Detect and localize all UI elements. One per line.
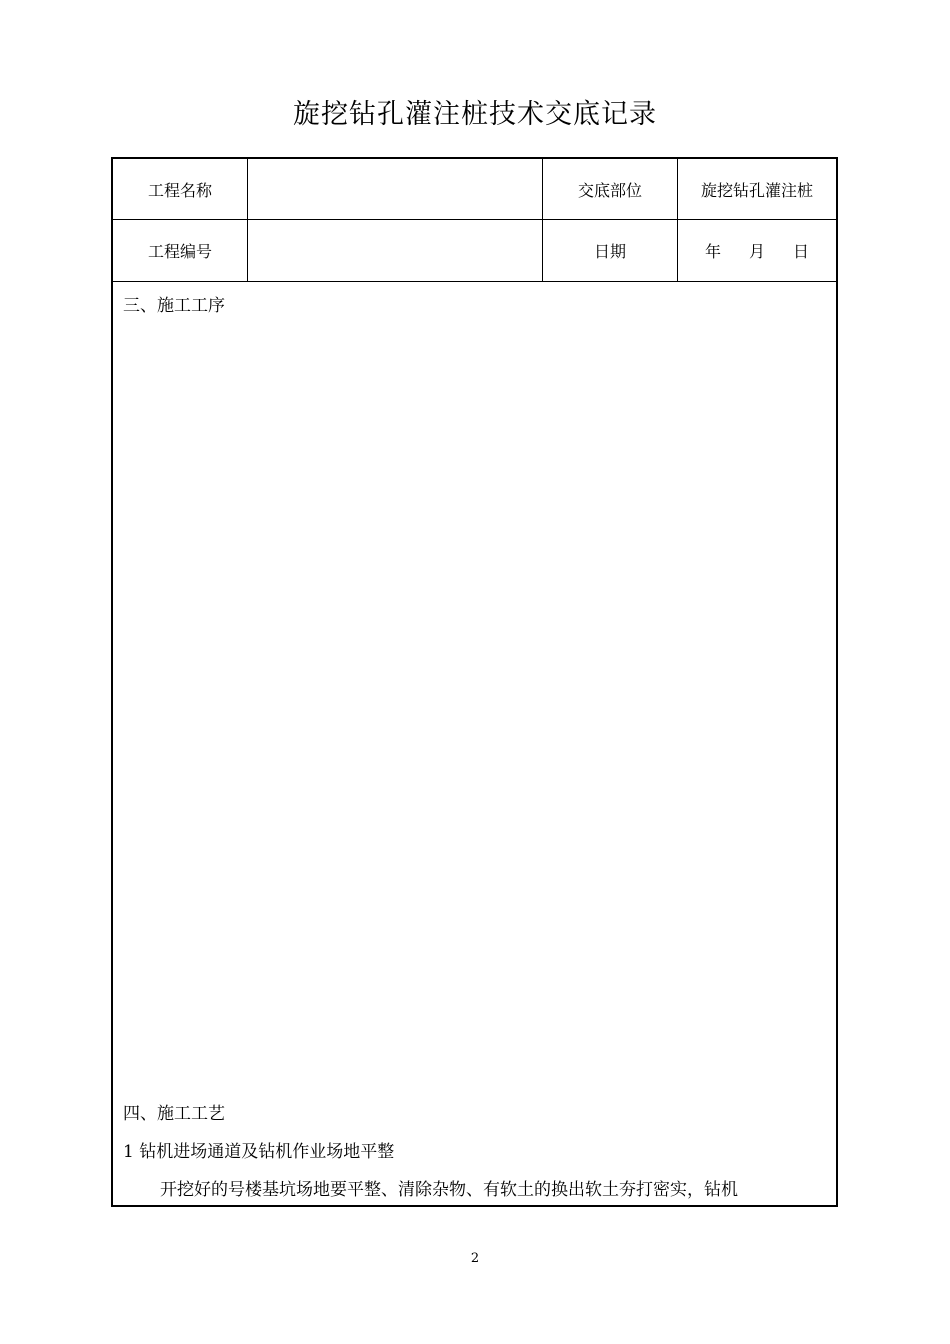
date-day: 日 — [793, 242, 810, 261]
date-label: 日期 — [593, 242, 626, 261]
section-4-heading: 四、施工工艺 — [123, 1104, 225, 1124]
section-3-heading: 三、施工工序 — [123, 296, 225, 316]
date-year: 年 — [704, 242, 721, 261]
item-1-heading: 1 钻机进场通道及钻机作业场地平整 — [123, 1142, 395, 1162]
document-title: 旋挖钻孔灌注桩技术交底记录 — [293, 99, 657, 130]
page-number: 2 — [470, 1251, 480, 1266]
item-1-paragraph: 开挖好的号楼基坑场地要平整、清除杂物、有软土的换出软土夯打密实，钻机 — [160, 1180, 738, 1200]
project-name-value[interactable] — [248, 159, 542, 219]
table-row-divider-2 — [112, 281, 837, 282]
project-no-label: 工程编号 — [147, 242, 212, 261]
project-name-label: 工程名称 — [147, 180, 212, 200]
section-value: 旋挖钻孔灌注桩 — [700, 180, 813, 200]
date-month: 月 — [748, 242, 765, 261]
date-value — [678, 220, 836, 281]
project-no-value[interactable] — [248, 220, 542, 281]
section-label: 交底部位 — [577, 180, 642, 200]
